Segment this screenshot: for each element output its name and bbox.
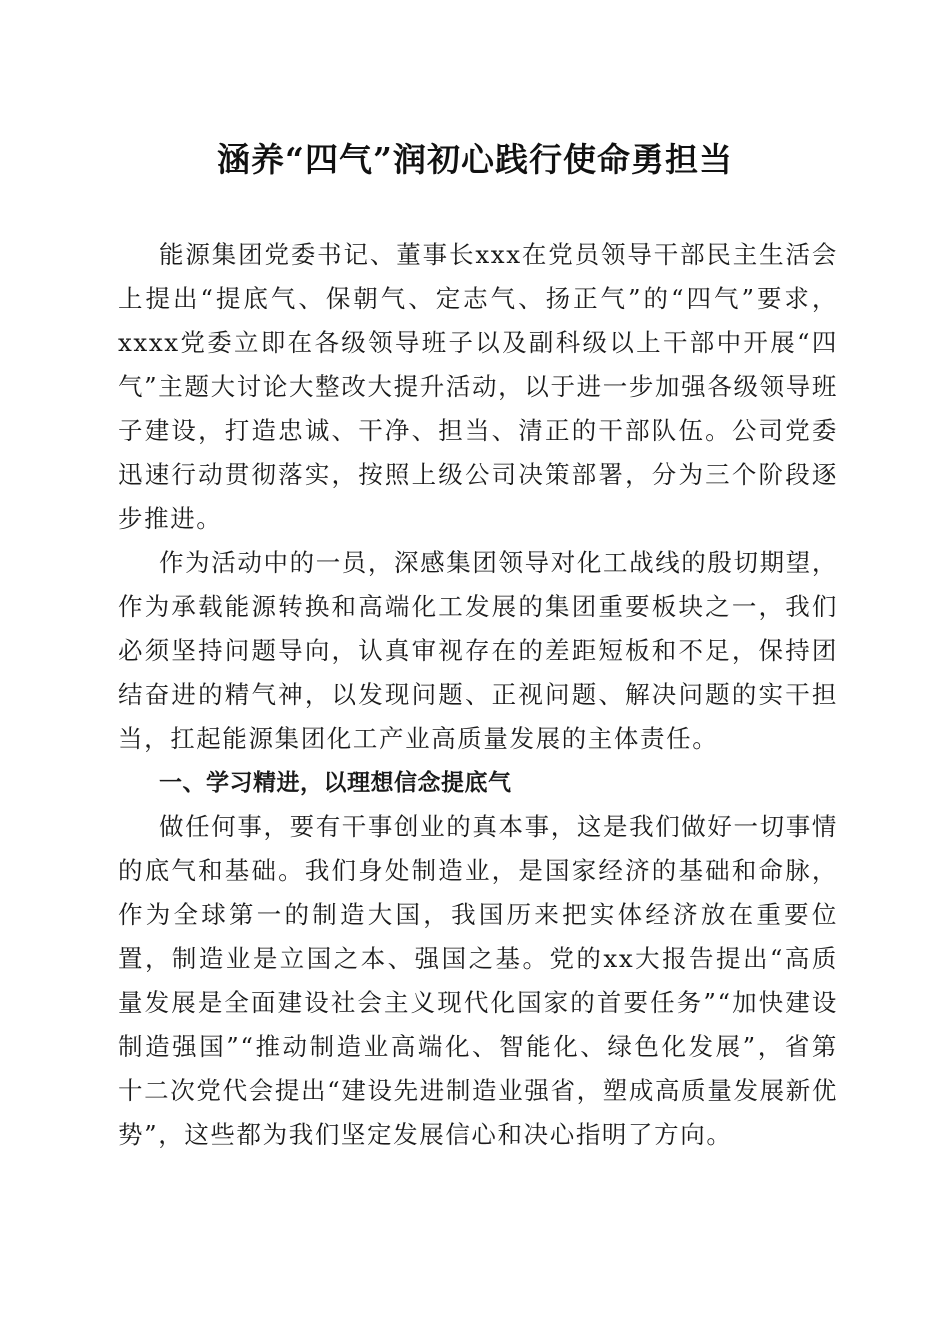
paragraph-reflection: 作为活动中的一员，深感集团领导对化工战线的殷切期望，作为承载能源转换和高端化工发展的集团重要板块之一，我们必须坚持问题导向，认真审视存在的差距短板和不足，保持团结奋进的精气神，以发现问题、正视问题、解决问题的实干担当，扛起能源集团化工产业高质量发展的主体责任。: [118, 548, 838, 753]
paragraph-section-1: 做任何事，要有干事创业的真本事，这是我们做好一切事情的底气和基础。我们身处制造业，是国家经济的基础和命脉，作为全球第一的制造大国，我国历来把实体经济放在重要位置，制造业是立国之本、强国之基。党的xx大报告提出“高质量发展是全面建设社会主义现代化国家的首要任务”“加快建设制造强国”“推动制造业高端化、智能化、绿色化发展”，省第十二次党代会提出“建设先进制造业强省，塑成高质量发展新优势”，这些都为我们坚定发展信心和决心指明了方向。: [118, 812, 838, 1149]
section-heading-1: 一、学习精进，以理想信念提底气: [159, 770, 512, 796]
document-title: 涵养“四气”润初心践行使命勇担当: [217, 140, 733, 179]
document-body: [118, 233, 838, 1157]
paragraph-intro: 能源集团党委书记、董事长xxx在党员领导干部民主生活会上提出“提底气、保朝气、定志气、扬正气”的“四气”要求，xxxx党委立即在各级领导班子以及副科级以上干部中开展“四气”主题大讨论大整改大提升活动，以于进一步加强各级领导班子建设，打造忠诚、干净、担当、清正的干部队伍。公司党委迅速行动贯彻落实，按照上级公司决策部署，分为三个阶段逐步推进。: [118, 240, 838, 533]
